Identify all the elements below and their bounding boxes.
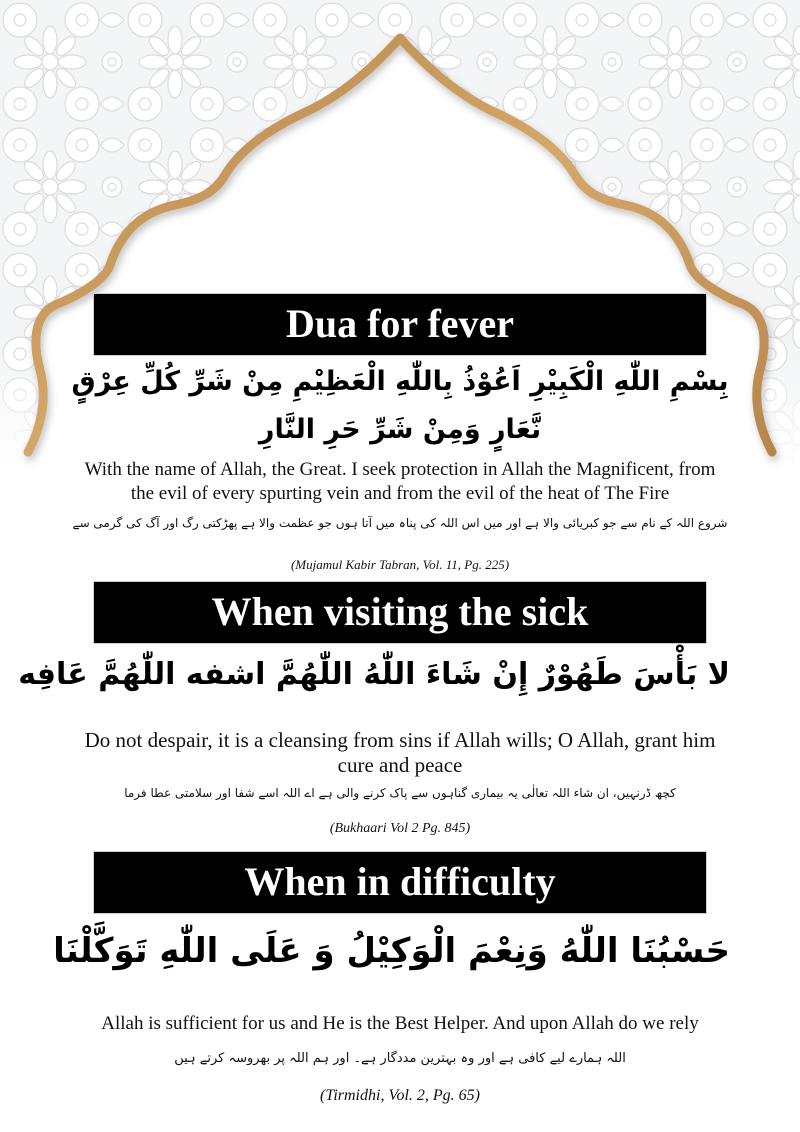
arabic-dua-text: حَسْبُنَا اللّٰهُ وَنِعْمَ الْوَكِيْلُ وَ عَلَى اللّٰهِ تَوَكَّلْنَا [53,931,730,971]
arabic-dua-text: بِسْمِ اللّٰهِ الْكَبِيْرِ اَعُوْذُ بِاللّٰهِ الْعَظِيْمِ مِنْ شَرِّ كُلِّ عِرْقٍ نَّعَارٍ وَمِنْ شَرِّ حَرِ النَّارِ [71,366,729,445]
hadith-reference: (Tirmidhi, Vol. 2, Pg. 65) [319,1087,480,1104]
hadith-reference: (Bukhaari Vol 2 Pg. 845) [329,821,471,836]
english-translation: With the name of Allah, the Great. I seek protection in Allah the Magnificent, from the evil of every spurting vein and from the evil of the heat of The Fire [84,459,716,504]
arabic-dua-text: لا بَأْسَ طَهُوْرٌ إِنْ شَاءَ اللّٰهُ اللّٰهُمَّ اشفه اللّٰهُمَّ عَافِه [18,657,730,692]
section-title: When visiting the sick [93,581,707,644]
hadith-reference: (Mujamul Kabir Tabran, Vol. 11, Pg. 225) [290,557,510,572]
urdu-translation: شروع اللہ کے نام سے جو کبریائی والا ہے اور میں اس اللہ کی پناہ میں آتا ہوں جو عظمت والا ہے پھڑکتی رگ اور آگ کی گرمی سے [72,516,728,530]
urdu-translation: کچھ ڈرنہیں، ان شاء اللہ تعالٰی یہ بیماری گناہوں سے پاک کرنے والی ہے اے اللہ اسے شفا اور سلامتی عطا فرما [124,786,676,800]
english-translation: Allah is sufficient for us and He is the Best Helper. And upon Allah do we rely [101,1013,699,1034]
urdu-translation: اللہ ہمارے لیے کافی ہے اور وہ بہترین مددگار ہے۔ اور ہم اللہ پر بھروسہ کرتے ہیں [174,1051,626,1066]
section-title: When in difficulty [93,851,707,914]
section-title: Dua for fever [93,293,707,356]
english-translation: Do not despair, it is a cleansing from sins if Allah wills; O Allah, grant him cure and peace [84,728,716,777]
